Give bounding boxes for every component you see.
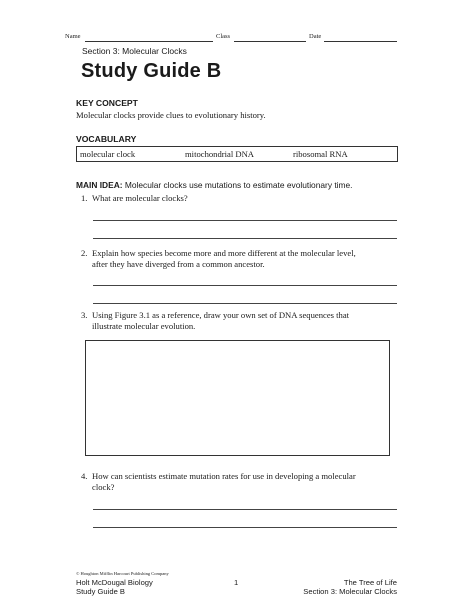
page-title: Study Guide B — [81, 60, 222, 82]
copyright-notice: © Houghton Mifflin Harcourt Publishing Company — [76, 571, 169, 576]
question-text: Explain how species become more and more different at the molecular level, — [92, 248, 356, 258]
date-field[interactable] — [324, 41, 397, 42]
key-concept-text: Molecular clocks provide clues to evolutionary history. — [76, 110, 266, 120]
footer-book-title: Holt McDougal Biology — [76, 578, 153, 587]
vocabulary-box — [76, 146, 398, 162]
main-idea-text: Molecular clocks use mutations to estimate evolutionary time. — [124, 180, 353, 190]
question-number: 2. — [81, 248, 88, 258]
vocab-term: mitochondrial DNA — [185, 149, 254, 159]
main-idea — [76, 180, 352, 190]
key-concept-heading: KEY CONCEPT — [76, 98, 138, 108]
question-number: 3. — [81, 310, 88, 320]
drawing-box[interactable] — [85, 340, 390, 456]
vocab-term: ribosomal RNA — [293, 149, 348, 159]
page-number: 1 — [234, 578, 239, 587]
vocab-term: molecular clock — [80, 149, 136, 159]
question-text: after they have diverged from a common ancestor. — [92, 259, 265, 269]
answer-line[interactable] — [93, 527, 397, 528]
footer-section: Section 3: Molecular Clocks — [303, 587, 397, 596]
name-field[interactable] — [85, 41, 213, 42]
question-number: 4. — [81, 471, 88, 481]
footer-guide-name: Study Guide B — [76, 587, 125, 596]
student-info-header — [65, 33, 397, 45]
class-label: Class — [216, 33, 231, 40]
question-text: illustrate molecular evolution. — [92, 321, 196, 331]
answer-line[interactable] — [93, 285, 397, 286]
answer-line[interactable] — [93, 220, 397, 221]
answer-line[interactable] — [93, 509, 397, 510]
main-idea-label: MAIN IDEA: — [76, 180, 123, 190]
question-text: Using Figure 3.1 as a reference, draw your own set of DNA sequences that — [92, 310, 350, 320]
answer-line[interactable] — [93, 238, 397, 239]
question-number: 1. — [81, 193, 88, 203]
date-label: Date — [309, 33, 322, 40]
question-text: How can scientists estimate mutation rates for use in developing a molecular — [92, 471, 356, 481]
class-field[interactable] — [234, 41, 306, 42]
answer-line[interactable] — [93, 303, 397, 304]
section-label: Section 3: Molecular Clocks — [82, 46, 187, 56]
footer-chapter: The Tree of Life — [343, 578, 397, 587]
question-text: clock? — [92, 482, 115, 492]
vocabulary-heading: VOCABULARY — [76, 134, 137, 144]
question-text: What are molecular clocks? — [92, 193, 188, 203]
name-label: Name — [65, 33, 81, 40]
